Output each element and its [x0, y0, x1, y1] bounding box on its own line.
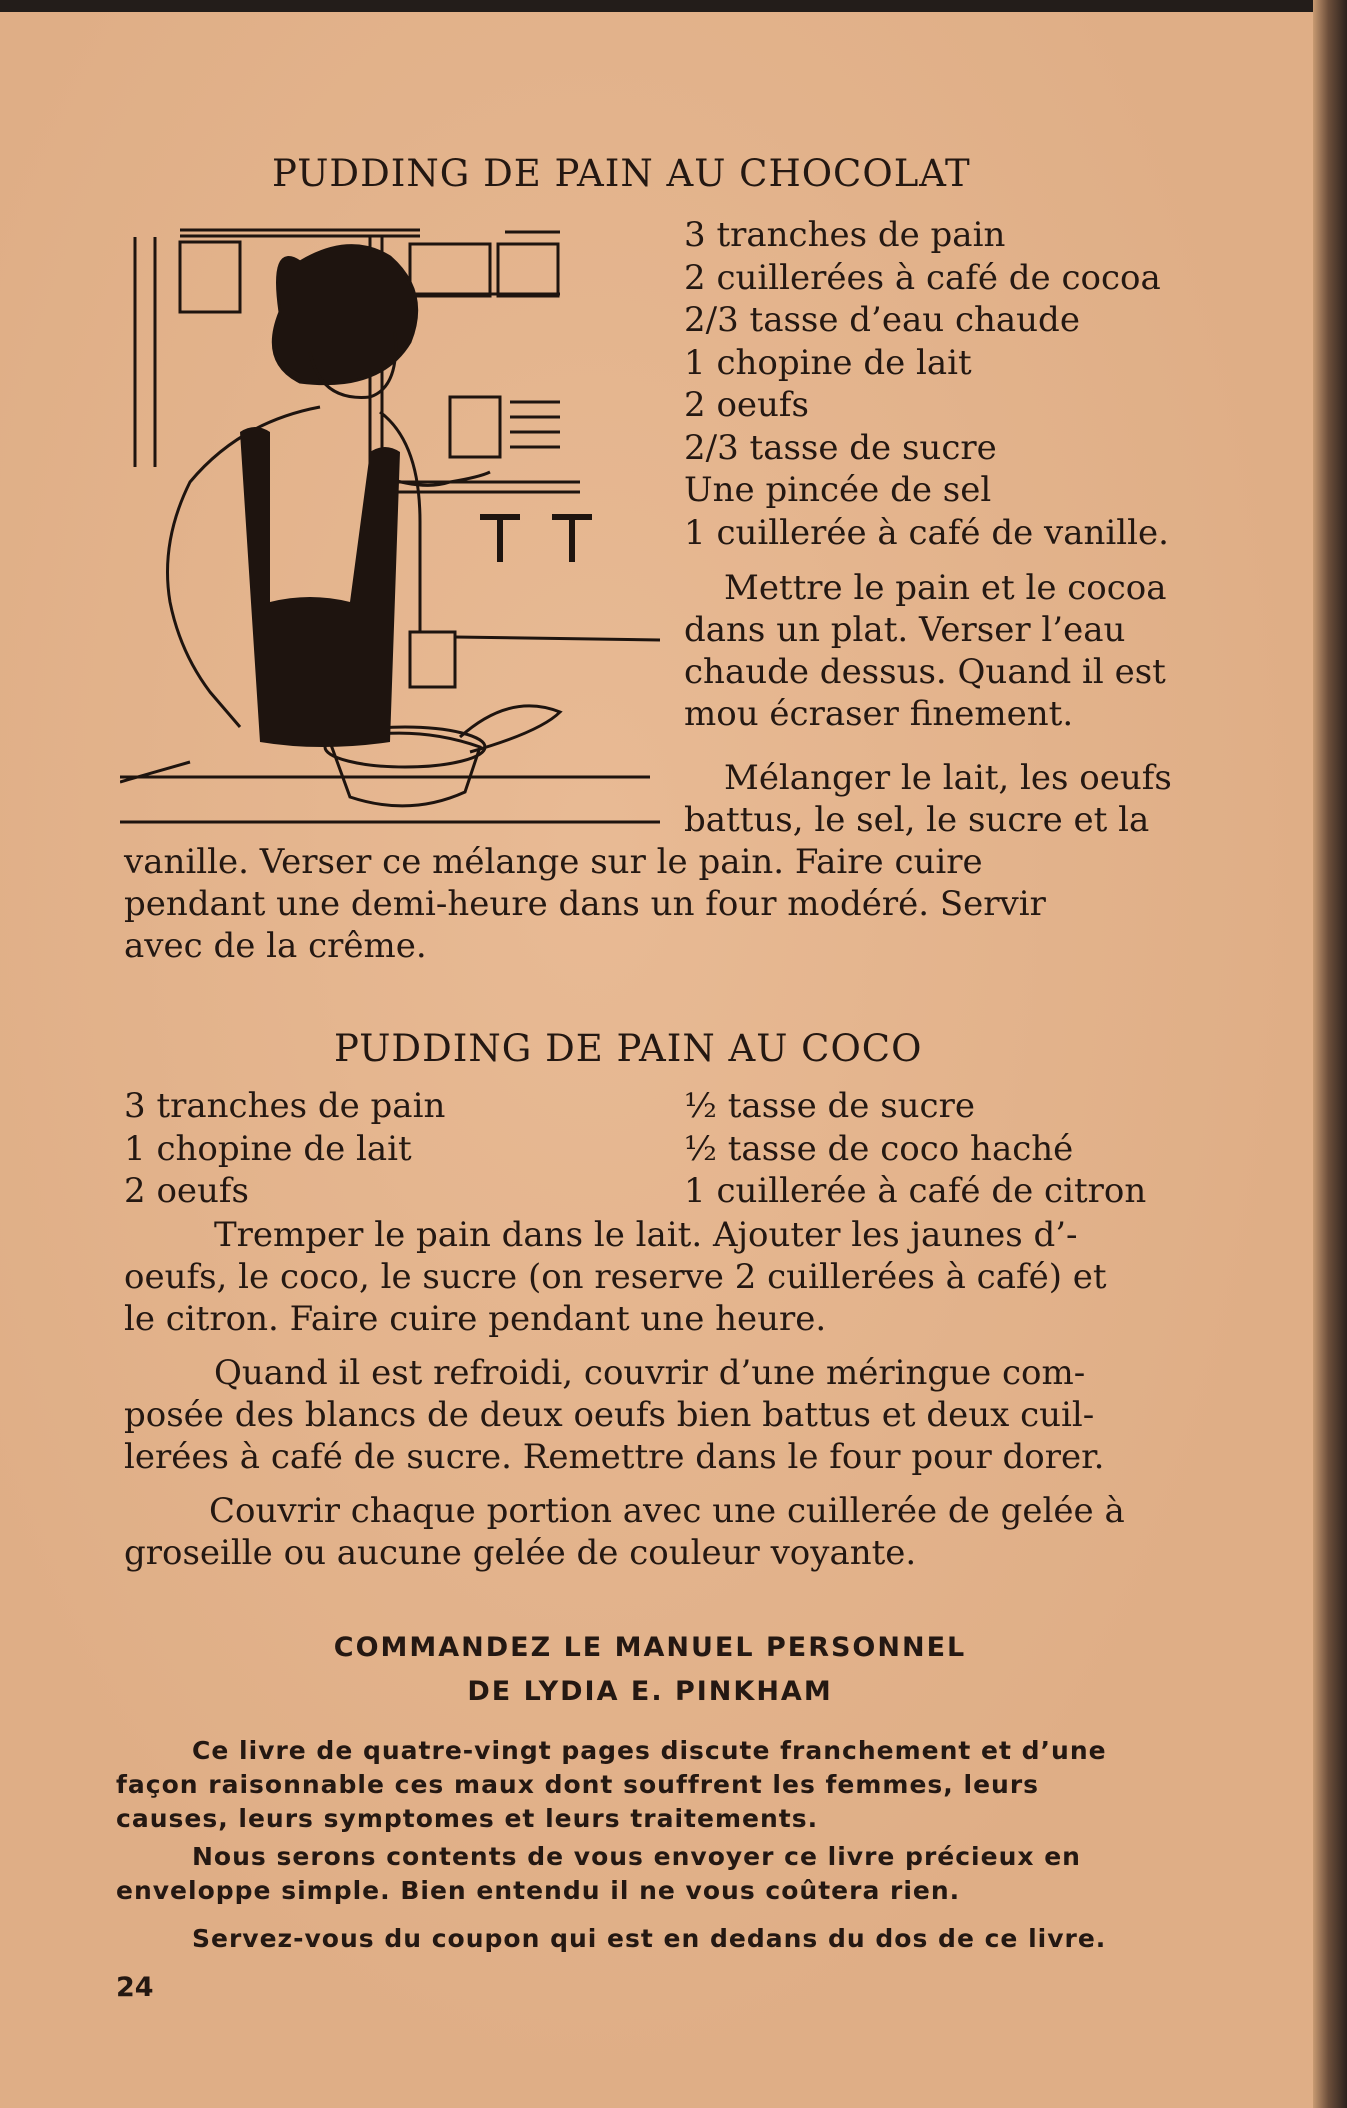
ingredient-item: 2/3 tasse de sucre	[684, 427, 997, 468]
ingredient-item: 2 cuillerées à café de cocoa	[684, 257, 1161, 298]
text-line: battus, le sel, le sucre et la	[684, 800, 1150, 840]
text-line: le citron. Faire cuire pendant une heure.	[124, 1299, 827, 1339]
cookbook-page	[0, 12, 1318, 2108]
ingredient-item: 2 oeufs	[124, 1171, 249, 1211]
coco-ingredients-right	[684, 1085, 1244, 1213]
ingredient-item: ½ tasse de sucre	[684, 1086, 975, 1126]
ad-title-line-2: DE LYDIA E. PINKHAM	[467, 1676, 833, 1707]
text-line: lerées à café de sucre. Remettre dans le four pour dorer.	[124, 1437, 1105, 1477]
text-line: oeufs, le coco, le sucre (on reserve 2 cuillerées à café) et	[124, 1257, 1107, 1297]
coco-paragraph-2	[124, 1352, 1234, 1478]
text-line: posée des blancs de deux oeufs bien battus et deux cuil-	[124, 1395, 1095, 1435]
text-line: chaude dessus. Quand il est	[684, 652, 1166, 692]
chocolate-instructions-3	[124, 841, 1234, 967]
ad-paragraph-2	[116, 1840, 1236, 1908]
text-line: Nous serons contents de vous envoyer ce livre précieux en	[192, 1842, 1081, 1871]
recipe-title-chocolate: PUDDING DE PAIN AU CHOCOLAT	[272, 152, 971, 195]
text-line: Ce livre de quatre-vingt pages discute franchement et d’une	[192, 1736, 1107, 1765]
text-line: Tremper le pain dans le lait. Ajouter les jaunes d’-	[214, 1215, 1078, 1255]
ad-paragraph-1	[116, 1734, 1236, 1836]
coco-ingredients-left	[124, 1085, 624, 1213]
ingredient-item: ½ tasse de coco haché	[684, 1128, 1074, 1169]
ingredient-item: 3 tranches de pain	[684, 215, 1006, 255]
text-line: pendant une demi-heure dans un four modéré. Servir	[124, 884, 1046, 924]
coco-paragraph-1	[124, 1214, 1234, 1340]
text-line: Servez-vous du coupon qui est en dedans du dos de ce livre.	[192, 1924, 1107, 1953]
text-line: causes, leurs symptomes et leurs traitements.	[116, 1804, 819, 1833]
chocolate-instructions-1	[684, 567, 1244, 735]
text-line: mou écraser finement.	[684, 694, 1074, 734]
text-line: Mélanger le lait, les oeufs	[724, 758, 1172, 798]
text-line: Mettre le pain et le cocoa	[724, 568, 1167, 608]
ingredient-item: Une pincée de sel	[684, 470, 992, 510]
ingredient-item: 1 cuillerée à café de vanille.	[684, 512, 1169, 553]
chocolate-ingredients-list	[684, 214, 1244, 554]
recipe-title-coco: PUDDING DE PAIN AU COCO	[334, 1027, 923, 1070]
text-line: dans un plat. Verser l’eau	[684, 610, 1126, 650]
book-spine-edge	[1313, 0, 1347, 2108]
page-number: 24	[116, 1972, 154, 2003]
chocolate-instructions-2	[684, 757, 1244, 841]
text-line: avec de la crême.	[124, 926, 427, 966]
text-line: Quand il est refroidi, couvrir d’une méringue com-	[214, 1353, 1086, 1393]
woman-cooking-illustration	[120, 222, 670, 847]
text-line: vanille. Verser ce mélange sur le pain. Faire cuire	[124, 842, 983, 882]
ingredient-item: 3 tranches de pain	[124, 1086, 446, 1126]
ingredient-item: 1 chopine de lait	[684, 342, 972, 383]
ingredient-item: 1 chopine de lait	[124, 1128, 412, 1169]
ingredient-item: 1 cuillerée à café de citron	[684, 1171, 1147, 1211]
text-line: façon raisonnable ces maux dont souffrent les femmes, leurs	[116, 1770, 1040, 1799]
text-line: enveloppe simple. Bien entendu il ne vous coûtera rien.	[116, 1876, 961, 1905]
text-line: groseille ou aucune gelée de couleur voyante.	[124, 1533, 917, 1573]
ad-paragraph-3	[116, 1922, 1236, 1956]
ad-title-line-1: COMMANDEZ LE MANUEL PERSONNEL	[333, 1632, 967, 1663]
coco-paragraph-3	[124, 1490, 1234, 1574]
ingredient-item: 2/3 tasse d’eau chaude	[684, 300, 1080, 340]
text-line: Couvrir chaque portion avec une cuillerée de gelée à	[209, 1491, 1125, 1531]
ingredient-item: 2 oeufs	[684, 385, 809, 425]
